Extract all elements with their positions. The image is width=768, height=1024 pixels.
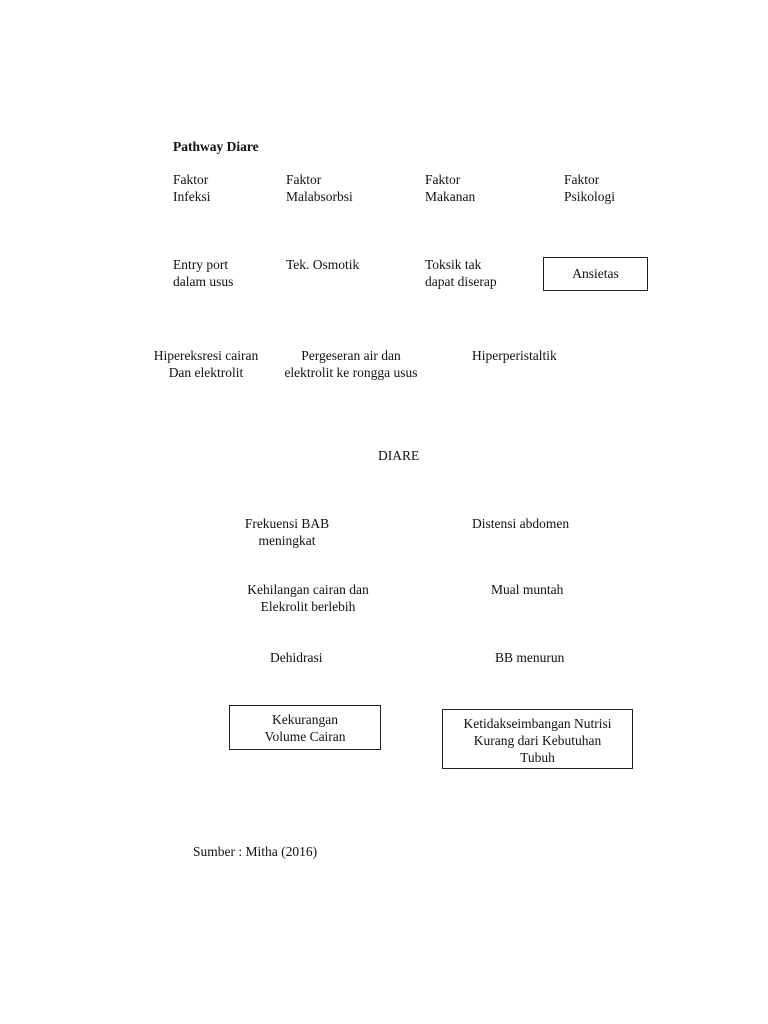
entry-port-line2: dalam usus: [173, 274, 234, 289]
factor-malabsorbsi-line2: Malabsorbsi: [286, 189, 353, 204]
factor-malabsorbsi: [286, 171, 353, 205]
pergeseran-line2: elektrolit ke rongga usus: [284, 365, 418, 380]
toksik-line2: dapat diserap: [425, 274, 497, 289]
factor-infeksi: [173, 171, 211, 205]
pergeseran-node: [270, 347, 432, 381]
pergeseran-line1: Pergeseran air dan: [301, 348, 401, 363]
kekurangan-line2: Volume Cairan: [264, 729, 346, 744]
kehilangan-line1: Kehilangan cairan dan: [247, 582, 369, 597]
page-title: Pathway Diare: [173, 139, 259, 154]
frekuensi-line2: meningkat: [258, 533, 316, 548]
distensi-abdomen-node: Distensi abdomen: [472, 516, 570, 531]
ketidakseimbangan-line1: Ketidakseimbangan Nutrisi: [463, 716, 612, 731]
frekuensi-line1: Frekuensi BAB: [244, 516, 330, 531]
diare-node: DIARE: [378, 448, 420, 463]
mual-muntah-node: Mual muntah: [491, 582, 564, 597]
factor-psikologi-line2: Psikologi: [564, 189, 616, 204]
factor-makanan: [425, 171, 475, 205]
kekurangan-line1: Kekurangan: [272, 712, 338, 727]
ansietas-box: [543, 257, 648, 291]
hiperperistaltik-node: Hiperperistaltik: [472, 348, 557, 363]
dehidrasi-node: Dehidrasi: [270, 650, 323, 665]
factor-makanan-line2: Makanan: [425, 189, 476, 204]
factor-psikologi-line1: Faktor: [564, 172, 600, 187]
bb-menurun-node: BB menurun: [495, 650, 565, 665]
kehilangan-cairan-node: [230, 581, 386, 615]
toksik-line1: Toksik tak: [425, 257, 482, 272]
entry-port-node: [173, 256, 233, 290]
entry-port-line1: Entry port: [173, 257, 229, 272]
factor-makanan-line1: Faktor: [425, 172, 461, 187]
hipereksresi-line1: Hipereksresi cairan: [153, 348, 259, 363]
factor-psikologi: [564, 171, 615, 205]
toksik-node: [425, 256, 497, 290]
kehilangan-line2: Elekrolit berlebih: [260, 599, 356, 614]
kekurangan-volume-cairan-box: [229, 705, 381, 750]
ketidakseimbangan-line2: Kurang dari Kebutuhan: [473, 733, 602, 748]
osmotik-node: Tek. Osmotik: [286, 257, 360, 272]
hipereksresi-line2: Dan elektrolit: [168, 365, 244, 380]
ketidakseimbangan-nutrisi-box: [442, 709, 633, 769]
factor-malabsorbsi-line1: Faktor: [286, 172, 322, 187]
hipereksresi-node: [146, 347, 266, 381]
frekuensi-bab-node: [226, 515, 348, 549]
ketidakseimbangan-line3: Tubuh: [520, 750, 555, 765]
source-citation: Sumber : Mitha (2016): [193, 844, 318, 859]
factor-infeksi-line1: Faktor: [173, 172, 209, 187]
factor-infeksi-line2: Infeksi: [173, 189, 211, 204]
ansietas-label: Ansietas: [572, 266, 619, 281]
